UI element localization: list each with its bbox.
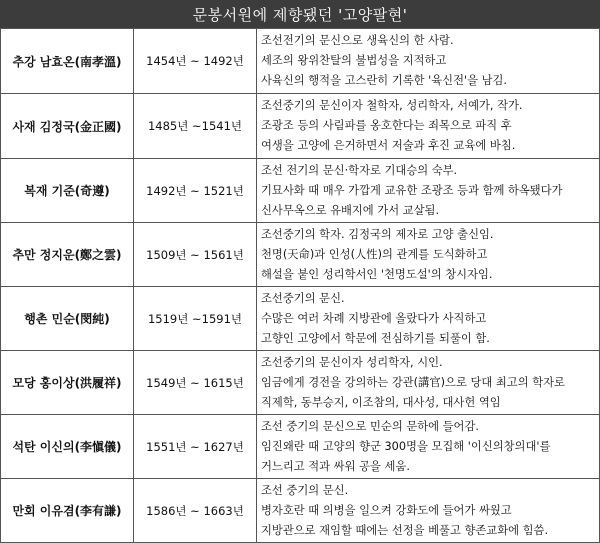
description-line: 병자호란 때 의병을 일으켜 강화도에 들어가 싸웠고 <box>261 503 512 517</box>
scholar-years: 1549년 ~ 1615년 <box>134 351 257 415</box>
scholar-description <box>257 29 600 94</box>
scholar-description <box>257 479 600 543</box>
table-row <box>1 29 600 94</box>
table-row <box>1 415 600 479</box>
scholar-name: 행촌 민순(閔純) <box>1 287 134 351</box>
table-row <box>1 159 600 223</box>
table-row <box>1 479 600 543</box>
scholar-name: 추만 정지운(鄭之雲) <box>1 223 134 287</box>
description-line: 조선중기의 학자. 김정국의 제자로 고양 출신임. <box>261 227 494 241</box>
description-line: 세조의 왕위찬탈의 불법성을 지적하고 <box>261 54 447 67</box>
description-line: 해설을 붙인 성리학서인 '천명도설'의 창시자임. <box>261 267 493 281</box>
scholar-name: 만회 이유겸(李有謙) <box>1 479 134 543</box>
page-title-text: 문봉서원에 제향됐던 '고양팔현' <box>192 5 408 24</box>
description-line: 조선중기의 문신이자 철학자, 성리학자, 서예가, 작가. <box>261 99 523 112</box>
description-line: 조선중기의 문신이자 성리학자, 시인. <box>261 355 443 369</box>
description-line: 조광조 등의 사림파를 옹호한다는 죄목으로 파직 후 <box>261 119 512 132</box>
scholar-name: 복재 기준(奇遵) <box>1 159 134 223</box>
description-line: 수많은 여러 차례 지방관에 올랐다가 사직하고 <box>261 311 487 325</box>
scholar-years: 1492년 ~ 1521년 <box>134 159 257 223</box>
scholar-description <box>257 415 600 479</box>
description-line: 고향인 고양에서 학문에 전심하기를 되풀이 함. <box>261 331 490 345</box>
scholar-description <box>257 223 600 287</box>
scholar-name: 석탄 이신의(李愼儀) <box>1 415 134 479</box>
scholar-description <box>257 351 600 415</box>
description-line: 거느리고 적과 싸워 공을 세움. <box>261 459 410 473</box>
description-line: 사육신의 행적을 고스란히 기록한 '육신전'을 남김. <box>261 74 508 87</box>
scholar-years: 1454년 ~ 1492년 <box>134 29 257 94</box>
scholar-description <box>257 94 600 159</box>
scholar-name: 사재 김정국(金正國) <box>1 94 134 159</box>
table-row <box>1 351 600 415</box>
scholar-years: 1485년 ~1541년 <box>134 94 257 159</box>
scholar-years: 1551년 ~ 1627년 <box>134 415 257 479</box>
table-body <box>1 29 600 543</box>
description-line: 직제학, 동부승지, 이조참의, 대사성, 대사헌 역임 <box>261 395 501 409</box>
description-line: 조선 중기의 문신으로 민순의 문하에 들어감. <box>261 419 479 433</box>
scholar-years: 1509년 ~ 1561년 <box>134 223 257 287</box>
scholar-years: 1586년 ~ 1663년 <box>134 479 257 543</box>
description-line: 신사무옥으로 유배지에 가서 교살됨. <box>261 203 440 217</box>
description-line: 임진왜란 때 고양의 향군 300명을 모집해 '이신의창의대'를 <box>261 439 551 453</box>
table-row <box>1 94 600 159</box>
scholars-table <box>0 28 600 543</box>
description-line: 조선전기의 문신으로 생육신의 한 사람. <box>261 34 454 47</box>
description-line: 지방관으로 재임할 때에는 선정을 베풀고 향존교화에 힘씀. <box>261 523 549 537</box>
scholar-name: 모당 홍이상(洪履祥) <box>1 351 134 415</box>
scholar-years: 1519년 ~1591년 <box>134 287 257 351</box>
table-row <box>1 223 600 287</box>
description-line: 천명(天命)과 인성(人性)의 관계를 도식화하고 <box>261 247 488 261</box>
description-line: 조선중기의 문신. <box>261 291 345 305</box>
scholar-description <box>257 287 600 351</box>
description-line: 임금에게 경전을 강의하는 강관(講官)으로 당대 최고의 학자로 <box>261 375 565 389</box>
description-line: 조선 중기의 문신. <box>261 483 349 497</box>
page-title <box>0 0 600 28</box>
scholar-description <box>257 159 600 223</box>
description-line: 조선 전기의 문신·학자로 기대승의 숙부. <box>261 163 458 177</box>
description-line: 기묘사화 때 매우 가깝게 교유한 조광조 등과 함께 하옥됐다가 <box>261 183 563 197</box>
table-row <box>1 287 600 351</box>
scholar-name: 추강 남효온(南孝溫) <box>1 29 134 94</box>
description-line: 여생을 고양에 은거하면서 저술과 후진 교육에 바침. <box>261 139 516 152</box>
